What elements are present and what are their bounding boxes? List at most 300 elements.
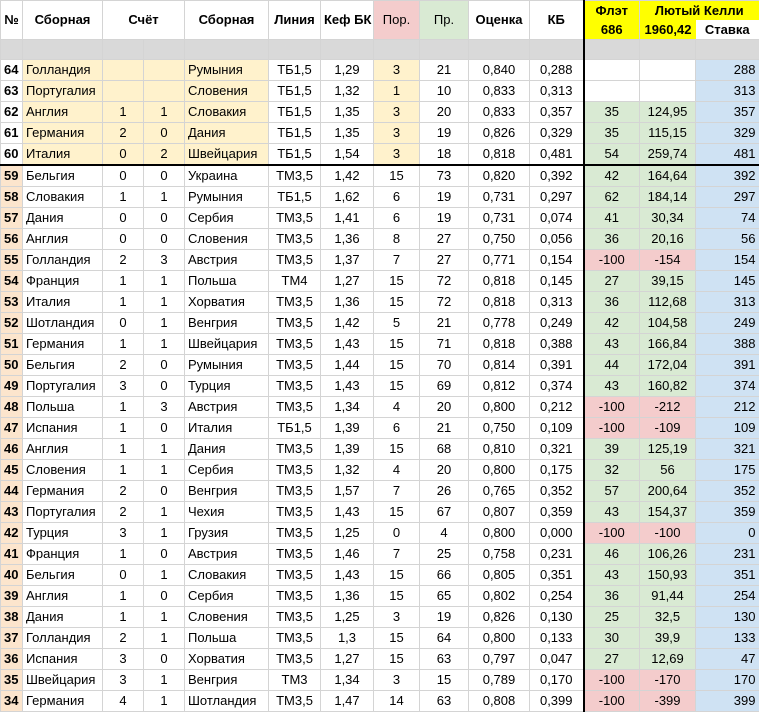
- team2-cell[interactable]: Чехия: [185, 502, 269, 523]
- threshold-cell[interactable]: 15: [374, 586, 420, 607]
- threshold-cell[interactable]: 14: [374, 691, 420, 712]
- line-cell[interactable]: ТМ3,5: [269, 313, 321, 334]
- score2-cell[interactable]: 0: [144, 376, 185, 397]
- score1-cell[interactable]: 3: [103, 670, 144, 691]
- team2-cell[interactable]: Сербия: [185, 460, 269, 481]
- kelly-cell[interactable]: 200,64: [640, 481, 696, 502]
- coef-cell[interactable]: 1,41: [321, 208, 374, 229]
- kb-cell[interactable]: 0,047: [530, 649, 584, 670]
- pr-cell[interactable]: 27: [420, 250, 469, 271]
- line-cell[interactable]: ТМ3,5: [269, 439, 321, 460]
- stake-cell[interactable]: 47: [696, 649, 759, 670]
- pr-cell[interactable]: 63: [420, 649, 469, 670]
- score1-cell[interactable]: 1: [103, 102, 144, 123]
- line-cell[interactable]: ТБ1,5: [269, 102, 321, 123]
- kb-cell[interactable]: 0,351: [530, 565, 584, 586]
- threshold-cell[interactable]: 3: [374, 607, 420, 628]
- kb-cell[interactable]: 0,399: [530, 691, 584, 712]
- pr-cell[interactable]: 67: [420, 502, 469, 523]
- team2-cell[interactable]: Шотландия: [185, 691, 269, 712]
- kb-cell[interactable]: 0,288: [530, 60, 584, 81]
- row-number-cell[interactable]: 64: [1, 60, 23, 81]
- flat-cell[interactable]: -100: [584, 418, 640, 439]
- score2-cell[interactable]: 1: [144, 334, 185, 355]
- team2-cell[interactable]: Венгрия: [185, 670, 269, 691]
- estimate-cell[interactable]: 0,818: [469, 334, 530, 355]
- score1-cell[interactable]: 1: [103, 544, 144, 565]
- stake-cell[interactable]: 249: [696, 313, 759, 334]
- score1-cell[interactable]: 1: [103, 271, 144, 292]
- score2-cell[interactable]: 1: [144, 439, 185, 460]
- team1-cell[interactable]: Германия: [23, 334, 103, 355]
- score2-cell[interactable]: 0: [144, 165, 185, 187]
- coef-cell[interactable]: 1,46: [321, 544, 374, 565]
- kelly-cell[interactable]: 30,34: [640, 208, 696, 229]
- flat-cell[interactable]: 27: [584, 271, 640, 292]
- line-cell[interactable]: ТМ3,5: [269, 607, 321, 628]
- team2-cell[interactable]: Хорватия: [185, 649, 269, 670]
- kb-cell[interactable]: 0,133: [530, 628, 584, 649]
- pr-cell[interactable]: 10: [420, 81, 469, 102]
- flat-cell[interactable]: 36: [584, 229, 640, 250]
- threshold-cell[interactable]: 4: [374, 397, 420, 418]
- stake-cell[interactable]: 359: [696, 502, 759, 523]
- team2-cell[interactable]: Словения: [185, 229, 269, 250]
- estimate-cell[interactable]: 0,826: [469, 607, 530, 628]
- team1-cell[interactable]: Франция: [23, 544, 103, 565]
- kelly-cell[interactable]: 125,19: [640, 439, 696, 460]
- team1-cell[interactable]: Англия: [23, 102, 103, 123]
- score1-cell[interactable]: 1: [103, 397, 144, 418]
- score2-cell[interactable]: 3: [144, 397, 185, 418]
- team2-cell[interactable]: Румыния: [185, 355, 269, 376]
- estimate-cell[interactable]: 0,820: [469, 165, 530, 187]
- row-number-cell[interactable]: 47: [1, 418, 23, 439]
- row-number-cell[interactable]: 53: [1, 292, 23, 313]
- estimate-cell[interactable]: 0,805: [469, 565, 530, 586]
- flat-cell[interactable]: 44: [584, 355, 640, 376]
- score1-cell[interactable]: 2: [103, 355, 144, 376]
- kelly-cell[interactable]: 166,84: [640, 334, 696, 355]
- coef-cell[interactable]: 1,29: [321, 60, 374, 81]
- flat-cell[interactable]: 35: [584, 123, 640, 144]
- kelly-cell[interactable]: 112,68: [640, 292, 696, 313]
- team1-cell[interactable]: Германия: [23, 481, 103, 502]
- flat-cell[interactable]: 41: [584, 208, 640, 229]
- row-number-cell[interactable]: 60: [1, 144, 23, 166]
- team2-cell[interactable]: Словакия: [185, 102, 269, 123]
- team1-cell[interactable]: Голландия: [23, 250, 103, 271]
- kb-cell[interactable]: 0,212: [530, 397, 584, 418]
- score2-cell[interactable]: 1: [144, 523, 185, 544]
- header-flat[interactable]: [584, 1, 640, 40]
- row-number-cell[interactable]: 36: [1, 649, 23, 670]
- line-cell[interactable]: ТБ1,5: [269, 123, 321, 144]
- row-number-cell[interactable]: 63: [1, 81, 23, 102]
- row-number-cell[interactable]: 38: [1, 607, 23, 628]
- coef-cell[interactable]: 1,42: [321, 165, 374, 187]
- team2-cell[interactable]: Украина: [185, 165, 269, 187]
- pr-cell[interactable]: 20: [420, 102, 469, 123]
- team2-cell[interactable]: Австрия: [185, 544, 269, 565]
- score1-cell[interactable]: 0: [103, 165, 144, 187]
- kelly-cell[interactable]: 106,26: [640, 544, 696, 565]
- flat-cell[interactable]: 46: [584, 544, 640, 565]
- threshold-cell[interactable]: 3: [374, 102, 420, 123]
- coef-cell[interactable]: 1,36: [321, 586, 374, 607]
- kb-cell[interactable]: 0,359: [530, 502, 584, 523]
- team1-cell[interactable]: Германия: [23, 123, 103, 144]
- kelly-cell[interactable]: -100: [640, 523, 696, 544]
- pr-cell[interactable]: 66: [420, 565, 469, 586]
- header-threshold[interactable]: Пор.: [374, 1, 420, 40]
- score2-cell[interactable]: 1: [144, 628, 185, 649]
- team2-cell[interactable]: Италия: [185, 418, 269, 439]
- score2-cell[interactable]: 2: [144, 144, 185, 166]
- header-no[interactable]: №: [1, 1, 23, 40]
- team2-cell[interactable]: Венгрия: [185, 313, 269, 334]
- stake-cell[interactable]: 313: [696, 292, 759, 313]
- flat-cell[interactable]: 54: [584, 144, 640, 166]
- score2-cell[interactable]: 0: [144, 123, 185, 144]
- threshold-cell[interactable]: 8: [374, 229, 420, 250]
- line-cell[interactable]: ТМ3,5: [269, 229, 321, 250]
- line-cell[interactable]: ТМ3,5: [269, 565, 321, 586]
- line-cell[interactable]: ТМ3,5: [269, 334, 321, 355]
- score1-cell[interactable]: 0: [103, 313, 144, 334]
- score1-cell[interactable]: 0: [103, 229, 144, 250]
- coef-cell[interactable]: 1,35: [321, 102, 374, 123]
- flat-cell[interactable]: 43: [584, 376, 640, 397]
- estimate-cell[interactable]: 0,812: [469, 376, 530, 397]
- estimate-cell[interactable]: 0,778: [469, 313, 530, 334]
- score2-cell[interactable]: 0: [144, 229, 185, 250]
- flat-cell[interactable]: 27: [584, 649, 640, 670]
- kelly-cell[interactable]: 32,5: [640, 607, 696, 628]
- score2-cell[interactable]: [144, 60, 185, 81]
- row-number-cell[interactable]: 59: [1, 165, 23, 187]
- pr-cell[interactable]: 72: [420, 292, 469, 313]
- kelly-cell[interactable]: 150,93: [640, 565, 696, 586]
- team1-cell[interactable]: Германия: [23, 691, 103, 712]
- score1-cell[interactable]: 3: [103, 376, 144, 397]
- kb-cell[interactable]: 0,254: [530, 586, 584, 607]
- header-coef[interactable]: Кеф БК: [321, 1, 374, 40]
- line-cell[interactable]: ТБ1,5: [269, 187, 321, 208]
- stake-cell[interactable]: 130: [696, 607, 759, 628]
- pr-cell[interactable]: 72: [420, 271, 469, 292]
- score2-cell[interactable]: [144, 81, 185, 102]
- line-cell[interactable]: ТМ3,5: [269, 544, 321, 565]
- row-number-cell[interactable]: 37: [1, 628, 23, 649]
- team2-cell[interactable]: Сербия: [185, 208, 269, 229]
- score1-cell[interactable]: 2: [103, 628, 144, 649]
- score1-cell[interactable]: [103, 60, 144, 81]
- coef-cell[interactable]: 1,35: [321, 123, 374, 144]
- row-number-cell[interactable]: 41: [1, 544, 23, 565]
- flat-cell[interactable]: 42: [584, 165, 640, 187]
- threshold-cell[interactable]: 5: [374, 313, 420, 334]
- team2-cell[interactable]: Румыния: [185, 187, 269, 208]
- score1-cell[interactable]: 0: [103, 144, 144, 166]
- flat-cell[interactable]: 62: [584, 187, 640, 208]
- row-number-cell[interactable]: 50: [1, 355, 23, 376]
- threshold-cell[interactable]: 3: [374, 670, 420, 691]
- team1-cell[interactable]: Англия: [23, 439, 103, 460]
- coef-cell[interactable]: 1,57: [321, 481, 374, 502]
- line-cell[interactable]: ТМ3,5: [269, 649, 321, 670]
- estimate-cell[interactable]: 0,750: [469, 418, 530, 439]
- score2-cell[interactable]: 0: [144, 355, 185, 376]
- score2-cell[interactable]: 1: [144, 292, 185, 313]
- team2-cell[interactable]: Австрия: [185, 250, 269, 271]
- score1-cell[interactable]: 1: [103, 607, 144, 628]
- kelly-cell[interactable]: 172,04: [640, 355, 696, 376]
- estimate-cell[interactable]: 0,814: [469, 355, 530, 376]
- score1-cell[interactable]: 1: [103, 292, 144, 313]
- kb-cell[interactable]: 0,170: [530, 670, 584, 691]
- coef-cell[interactable]: 1,39: [321, 439, 374, 460]
- stake-cell[interactable]: 481: [696, 144, 759, 166]
- kb-cell[interactable]: 0,000: [530, 523, 584, 544]
- score2-cell[interactable]: 1: [144, 460, 185, 481]
- flat-cell[interactable]: 43: [584, 502, 640, 523]
- score1-cell[interactable]: 0: [103, 208, 144, 229]
- row-number-cell[interactable]: 49: [1, 376, 23, 397]
- pr-cell[interactable]: 70: [420, 355, 469, 376]
- header-team2[interactable]: Сборная: [185, 1, 269, 40]
- pr-cell[interactable]: 25: [420, 544, 469, 565]
- estimate-cell[interactable]: 0,758: [469, 544, 530, 565]
- coef-cell[interactable]: 1,27: [321, 271, 374, 292]
- team2-cell[interactable]: Грузия: [185, 523, 269, 544]
- estimate-cell[interactable]: 0,800: [469, 460, 530, 481]
- team2-cell[interactable]: Словения: [185, 81, 269, 102]
- team2-cell[interactable]: Турция: [185, 376, 269, 397]
- kelly-cell[interactable]: [640, 81, 696, 102]
- line-cell[interactable]: ТБ1,5: [269, 144, 321, 166]
- team1-cell[interactable]: Бельгия: [23, 355, 103, 376]
- flat-cell[interactable]: 57: [584, 481, 640, 502]
- team1-cell[interactable]: Голландия: [23, 628, 103, 649]
- pr-cell[interactable]: 21: [420, 60, 469, 81]
- estimate-cell[interactable]: 0,731: [469, 208, 530, 229]
- row-number-cell[interactable]: 48: [1, 397, 23, 418]
- flat-cell[interactable]: [584, 81, 640, 102]
- stake-cell[interactable]: 170: [696, 670, 759, 691]
- kb-cell[interactable]: 0,392: [530, 165, 584, 187]
- row-number-cell[interactable]: 45: [1, 460, 23, 481]
- coef-cell[interactable]: 1,3: [321, 628, 374, 649]
- kelly-cell[interactable]: -154: [640, 250, 696, 271]
- pr-cell[interactable]: 73: [420, 165, 469, 187]
- pr-cell[interactable]: 19: [420, 208, 469, 229]
- row-number-cell[interactable]: 52: [1, 313, 23, 334]
- stake-cell[interactable]: 321: [696, 439, 759, 460]
- score2-cell[interactable]: 1: [144, 502, 185, 523]
- team1-cell[interactable]: Италия: [23, 292, 103, 313]
- team1-cell[interactable]: Португалия: [23, 376, 103, 397]
- score1-cell[interactable]: 1: [103, 439, 144, 460]
- score2-cell[interactable]: 0: [144, 418, 185, 439]
- line-cell[interactable]: ТМ3,5: [269, 208, 321, 229]
- score1-cell[interactable]: 2: [103, 123, 144, 144]
- estimate-cell[interactable]: 0,800: [469, 628, 530, 649]
- score1-cell[interactable]: 4: [103, 691, 144, 712]
- score1-cell[interactable]: 0: [103, 565, 144, 586]
- coef-cell[interactable]: 1,62: [321, 187, 374, 208]
- flat-cell[interactable]: -100: [584, 523, 640, 544]
- kelly-cell[interactable]: 20,16: [640, 229, 696, 250]
- team2-cell[interactable]: Венгрия: [185, 481, 269, 502]
- line-cell[interactable]: ТМ3,5: [269, 355, 321, 376]
- header-team1[interactable]: Сборная: [23, 1, 103, 40]
- threshold-cell[interactable]: 6: [374, 418, 420, 439]
- flat-cell[interactable]: 36: [584, 292, 640, 313]
- pr-cell[interactable]: 68: [420, 439, 469, 460]
- team1-cell[interactable]: Бельгия: [23, 165, 103, 187]
- pr-cell[interactable]: 19: [420, 123, 469, 144]
- coef-cell[interactable]: 1,34: [321, 397, 374, 418]
- coef-cell[interactable]: 1,54: [321, 144, 374, 166]
- pr-cell[interactable]: 64: [420, 628, 469, 649]
- coef-cell[interactable]: 1,36: [321, 229, 374, 250]
- row-number-cell[interactable]: 54: [1, 271, 23, 292]
- estimate-cell[interactable]: 0,800: [469, 397, 530, 418]
- stake-cell[interactable]: 212: [696, 397, 759, 418]
- threshold-cell[interactable]: 3: [374, 123, 420, 144]
- score2-cell[interactable]: 0: [144, 208, 185, 229]
- team2-cell[interactable]: Румыния: [185, 60, 269, 81]
- line-cell[interactable]: ТМ3,5: [269, 250, 321, 271]
- kelly-cell[interactable]: -399: [640, 691, 696, 712]
- flat-cell[interactable]: 35: [584, 102, 640, 123]
- stake-cell[interactable]: 357: [696, 102, 759, 123]
- coef-cell[interactable]: 1,43: [321, 502, 374, 523]
- threshold-cell[interactable]: 15: [374, 565, 420, 586]
- header-kb[interactable]: КБ: [530, 1, 584, 40]
- kelly-cell[interactable]: 184,14: [640, 187, 696, 208]
- kelly-cell[interactable]: 259,74: [640, 144, 696, 166]
- team2-cell[interactable]: Хорватия: [185, 292, 269, 313]
- line-cell[interactable]: ТМ3,5: [269, 502, 321, 523]
- kb-cell[interactable]: 0,329: [530, 123, 584, 144]
- line-cell[interactable]: ТМ3,5: [269, 586, 321, 607]
- team1-cell[interactable]: Дания: [23, 208, 103, 229]
- kb-cell[interactable]: 0,321: [530, 439, 584, 460]
- coef-cell[interactable]: 1,27: [321, 649, 374, 670]
- score1-cell[interactable]: 3: [103, 649, 144, 670]
- score2-cell[interactable]: 0: [144, 481, 185, 502]
- estimate-cell[interactable]: 0,833: [469, 81, 530, 102]
- estimate-cell[interactable]: 0,800: [469, 523, 530, 544]
- score2-cell[interactable]: 1: [144, 187, 185, 208]
- kb-cell[interactable]: 0,249: [530, 313, 584, 334]
- kb-cell[interactable]: 0,313: [530, 81, 584, 102]
- score2-cell[interactable]: 1: [144, 271, 185, 292]
- stake-cell[interactable]: 297: [696, 187, 759, 208]
- team2-cell[interactable]: Швейцария: [185, 334, 269, 355]
- stake-cell[interactable]: 352: [696, 481, 759, 502]
- coef-cell[interactable]: 1,42: [321, 313, 374, 334]
- score1-cell[interactable]: 2: [103, 502, 144, 523]
- row-number-cell[interactable]: 58: [1, 187, 23, 208]
- kb-cell[interactable]: 0,175: [530, 460, 584, 481]
- header-score[interactable]: Счёт: [103, 1, 185, 40]
- team2-cell[interactable]: Австрия: [185, 397, 269, 418]
- pr-cell[interactable]: 69: [420, 376, 469, 397]
- kb-cell[interactable]: 0,231: [530, 544, 584, 565]
- stake-cell[interactable]: 254: [696, 586, 759, 607]
- coef-cell[interactable]: 1,36: [321, 292, 374, 313]
- threshold-cell[interactable]: 15: [374, 502, 420, 523]
- score1-cell[interactable]: 1: [103, 418, 144, 439]
- kb-cell[interactable]: 0,297: [530, 187, 584, 208]
- team1-cell[interactable]: Словения: [23, 460, 103, 481]
- threshold-cell[interactable]: 15: [374, 376, 420, 397]
- pr-cell[interactable]: 19: [420, 607, 469, 628]
- kelly-cell[interactable]: -109: [640, 418, 696, 439]
- score2-cell[interactable]: 0: [144, 544, 185, 565]
- kb-cell[interactable]: 0,388: [530, 334, 584, 355]
- stake-cell[interactable]: 388: [696, 334, 759, 355]
- kb-cell[interactable]: 0,109: [530, 418, 584, 439]
- threshold-cell[interactable]: 15: [374, 271, 420, 292]
- line-cell[interactable]: ТМ3,5: [269, 481, 321, 502]
- flat-cell[interactable]: 25: [584, 607, 640, 628]
- kelly-cell[interactable]: 124,95: [640, 102, 696, 123]
- coef-cell[interactable]: 1,25: [321, 523, 374, 544]
- team1-cell[interactable]: Испания: [23, 418, 103, 439]
- flat-cell[interactable]: 30: [584, 628, 640, 649]
- pr-cell[interactable]: 63: [420, 691, 469, 712]
- team1-cell[interactable]: Испания: [23, 649, 103, 670]
- team1-cell[interactable]: Португалия: [23, 81, 103, 102]
- score1-cell[interactable]: 1: [103, 187, 144, 208]
- pr-cell[interactable]: 71: [420, 334, 469, 355]
- threshold-cell[interactable]: 4: [374, 460, 420, 481]
- coef-cell[interactable]: 1,43: [321, 376, 374, 397]
- pr-cell[interactable]: 65: [420, 586, 469, 607]
- row-number-cell[interactable]: 42: [1, 523, 23, 544]
- team2-cell[interactable]: Польша: [185, 271, 269, 292]
- line-cell[interactable]: ТМ3,5: [269, 165, 321, 187]
- stake-cell[interactable]: 313: [696, 81, 759, 102]
- stake-cell[interactable]: 399: [696, 691, 759, 712]
- kb-cell[interactable]: 0,313: [530, 292, 584, 313]
- score2-cell[interactable]: 1: [144, 607, 185, 628]
- score1-cell[interactable]: 3: [103, 523, 144, 544]
- row-number-cell[interactable]: 46: [1, 439, 23, 460]
- team1-cell[interactable]: Швейцария: [23, 670, 103, 691]
- kelly-cell[interactable]: 115,15: [640, 123, 696, 144]
- line-cell[interactable]: ТБ1,5: [269, 60, 321, 81]
- kelly-cell[interactable]: -212: [640, 397, 696, 418]
- threshold-cell[interactable]: 1: [374, 81, 420, 102]
- coef-cell[interactable]: 1,43: [321, 565, 374, 586]
- coef-cell[interactable]: 1,34: [321, 670, 374, 691]
- team1-cell[interactable]: Франция: [23, 271, 103, 292]
- threshold-cell[interactable]: 15: [374, 628, 420, 649]
- row-number-cell[interactable]: 39: [1, 586, 23, 607]
- stake-cell[interactable]: 0: [696, 523, 759, 544]
- kb-cell[interactable]: 0,352: [530, 481, 584, 502]
- stake-cell[interactable]: 74: [696, 208, 759, 229]
- score2-cell[interactable]: 1: [144, 670, 185, 691]
- team1-cell[interactable]: Англия: [23, 229, 103, 250]
- estimate-cell[interactable]: 0,818: [469, 292, 530, 313]
- flat-cell[interactable]: 32: [584, 460, 640, 481]
